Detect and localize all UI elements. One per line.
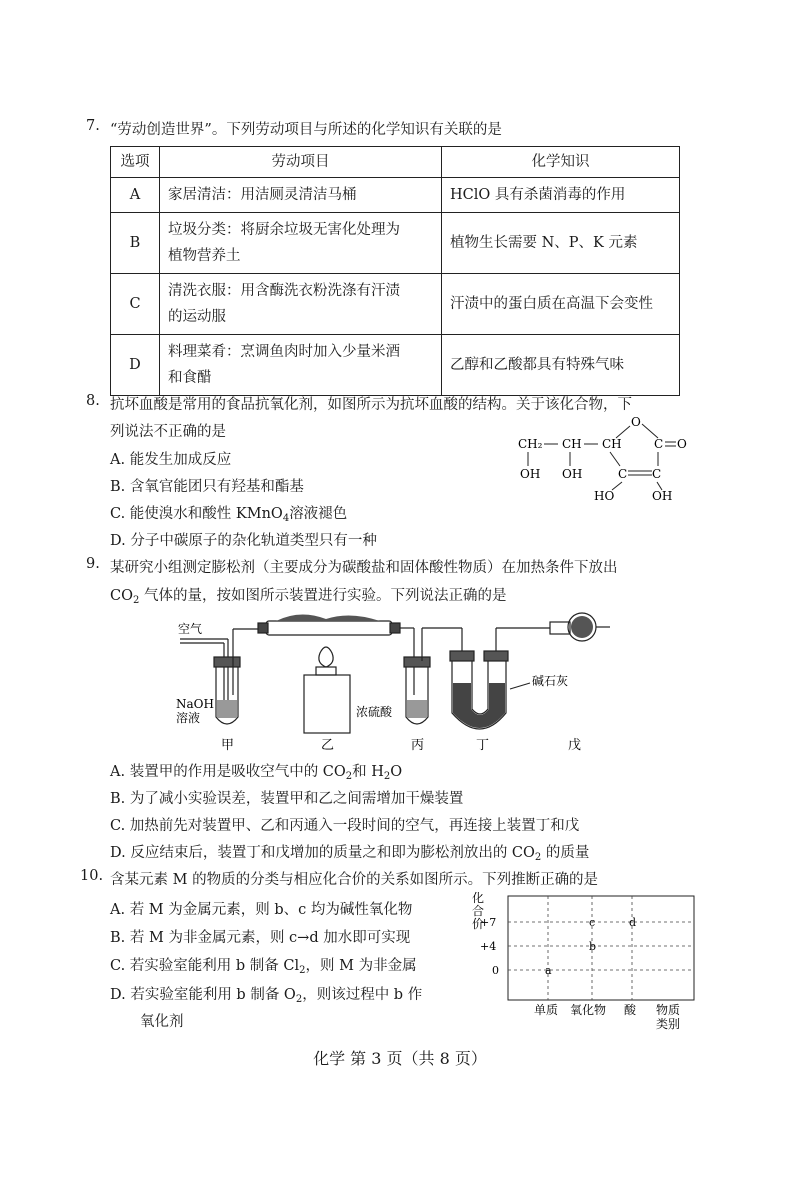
chart-ylabel-2: 合 <box>472 904 485 918</box>
header-labor: 劳动项目 <box>160 147 442 178</box>
xtick-substance: 物质 <box>656 1003 681 1017</box>
struct-c3: C <box>618 467 628 481</box>
q9-option-a-text: A. 装置甲的作用是吸收空气中的 CO <box>110 764 346 780</box>
labor-line: 植物营养土 <box>168 248 241 264</box>
labor-line: 和食醋 <box>168 370 212 386</box>
u-tube-ding-inner <box>472 661 488 714</box>
struct-c4: C <box>652 467 662 481</box>
subscript: 2 <box>534 852 542 863</box>
labor-line: 的运动服 <box>168 309 226 325</box>
labor-line: 料理菜肴：烹调鱼肉时加入少量米酒 <box>168 344 400 360</box>
ytick-4: +4 <box>480 940 497 953</box>
q10-option-c-text2: ，则 M 为非金属 <box>305 958 417 974</box>
q8-option-c <box>110 502 347 523</box>
label-air: 空气 <box>178 622 203 636</box>
q9-option-c: C. 加热前先对装置甲、乙和丙通入一段时间的空气，再连接上装置丁和戊 <box>110 818 580 834</box>
row-option: D <box>111 335 160 396</box>
q9-option-d <box>110 841 589 862</box>
table-row <box>111 178 680 213</box>
point-c: c <box>589 916 596 929</box>
q10-stem: 含某元素 M 的物质的分类与相应化合价的关系如图所示。下列推断正确的是 <box>110 872 599 888</box>
burner-stand <box>304 675 350 733</box>
row-option: B <box>111 213 160 274</box>
point-a: a <box>545 964 552 977</box>
row-option: C <box>111 274 160 335</box>
row-chem: 植物生长需要 N、P、K 元素 <box>442 213 680 274</box>
label-pointer <box>510 683 530 689</box>
chart-frame <box>508 896 694 1000</box>
point-b: b <box>589 940 597 953</box>
ytick-7: +7 <box>480 916 497 929</box>
valence-chart <box>466 888 700 1030</box>
table-row <box>111 335 680 396</box>
q8-stem-line1: 抗坏血酸是常用的食品抗氧化剂，如图所示为抗坏血酸的结构。关于该化合物，下 <box>110 397 632 413</box>
labor-line: 清洗衣服：用含酶洗衣粉洗涤有汗渍 <box>168 283 400 299</box>
q7-stem: “劳动创造世界”。下列劳动项目与所述的化学知识有关联的是 <box>110 122 502 138</box>
label-yi: 乙 <box>321 738 335 753</box>
stopper-jia <box>214 657 240 667</box>
q10-option-d-line2: 氧化剂 <box>140 1014 184 1030</box>
table-header-row <box>111 147 680 178</box>
q9-option-a-text2: 和 H <box>352 764 384 780</box>
struct-ch: CH <box>562 437 582 451</box>
q8-stem-line2: 列说法不正确的是 <box>110 424 226 440</box>
subscript: 2 <box>295 994 303 1005</box>
subscript: 2 <box>383 771 391 782</box>
q9-option-a-text3: O <box>390 764 403 780</box>
q9-stem-text2: 气体的量，按如图所示装置进行实验。下列说法正确的是 <box>139 588 507 604</box>
soda-lime-bulb <box>571 616 593 638</box>
q8-option-d: D. 分子中碳原子的杂化轨道类型只有一种 <box>110 533 377 549</box>
row-chem: 汗渍中的蛋白质在高温下会变性 <box>442 274 680 335</box>
xtick-oxide: 氧化物 <box>570 1003 607 1017</box>
header-chem: 化学知识 <box>442 147 680 178</box>
xlabel-category: 类别 <box>656 1017 681 1030</box>
q8-option-a: A. 能发生加成反应 <box>110 452 232 468</box>
q9-stem-text: CO <box>110 588 133 604</box>
label-jia: 甲 <box>221 738 235 753</box>
q10-option-d <box>110 983 422 1004</box>
row-chem: HClO 具有杀菌消毒的作用 <box>442 178 680 213</box>
ytick-0: 0 <box>492 964 499 977</box>
struct-oh2: OH <box>562 467 583 481</box>
struct-ch-ring: CH <box>602 437 622 451</box>
xtick-element: 单质 <box>534 1003 559 1017</box>
table-row <box>111 213 680 274</box>
drying-tube-wu <box>550 622 570 634</box>
labor-line: 垃圾分类：将厨余垃圾无害化处理为 <box>168 222 400 238</box>
q8-option-b: B. 含氧官能团只有羟基和酯基 <box>110 479 304 495</box>
q9-option-a <box>110 760 402 781</box>
q10-option-d-text: D. 若实验室能利用 b 制备 O <box>110 987 296 1003</box>
row-labor <box>160 213 442 274</box>
q10-option-c <box>110 954 417 975</box>
row-labor <box>160 178 442 213</box>
q10-option-a: A. 若 M 为金属元素，则 b、c 均为碱性氧化物 <box>110 902 413 918</box>
struct-carbonyl-o: O <box>677 437 687 451</box>
heating-tube-yi <box>266 621 392 635</box>
subscript: 4 <box>282 513 290 524</box>
struct-oh3: OH <box>652 489 673 503</box>
q10-number: 10. <box>80 868 104 884</box>
q9-number: 9. <box>86 556 100 572</box>
subscript: 2 <box>299 965 306 976</box>
stopper-yi-left <box>258 623 268 633</box>
xtick-acid: 酸 <box>624 1003 637 1017</box>
chart-ylabel-1: 化 <box>472 891 485 905</box>
row-labor <box>160 274 442 335</box>
ascorbic-acid-structure <box>512 412 712 504</box>
page-footer: 化学 第 3 页（共 8 页） <box>313 1049 487 1068</box>
row-labor <box>160 335 442 396</box>
q8-option-c-text: C. 能使溴水和酸性 KMnO <box>110 506 283 522</box>
q9-stem-line1: 某研究小组测定膨松剂（主要成分为碳酸盐和固体酸性物质）在加热条件下放出 <box>110 560 618 576</box>
stopper-ding-left <box>450 651 474 661</box>
q10-option-c-text: C. 若实验室能利用 b 制备 Cl <box>110 958 300 974</box>
struct-oh1: OH <box>520 467 541 481</box>
label-h2so4: 浓硫酸 <box>356 705 393 719</box>
q9-option-d-text2: 的质量 <box>541 845 590 861</box>
subscript: 2 <box>132 595 140 606</box>
burner-neck <box>316 667 336 675</box>
naoh-liquid <box>217 700 237 718</box>
table-row <box>111 274 680 335</box>
label-soda-lime: 碱石灰 <box>532 674 569 688</box>
struct-ch2: CH₂ <box>518 437 543 451</box>
h2so4-liquid <box>407 700 427 718</box>
q8-number: 8. <box>86 393 100 409</box>
q8-option-c-text2: 溶液褪色 <box>289 506 348 522</box>
stopper-ding-right <box>484 651 508 661</box>
point-d: d <box>629 916 637 929</box>
q10-option-b: B. 若 M 为非金属元素，则 c→d 加水即可实现 <box>110 930 411 946</box>
struct-ring-o: O <box>631 415 641 429</box>
q9-option-d-text: D. 反应结束后，装置丁和戊增加的质量之和即为膨松剂放出的 CO <box>110 845 535 861</box>
subscript: 2 <box>345 771 353 782</box>
q7-table <box>110 146 680 396</box>
labor-line: 家居清洁：用洁厕灵清洁马桶 <box>168 187 357 203</box>
struct-carbonyl-c: C <box>654 437 664 451</box>
sample-powder <box>276 614 380 621</box>
label-naoh: NaOH <box>176 697 214 711</box>
chart-ylabel-3: 价 <box>472 917 485 931</box>
apparatus-diagram <box>170 605 630 755</box>
row-chem: 乙醇和乙酸都具有特殊气味 <box>442 335 680 396</box>
stopper-yi-right <box>390 623 400 633</box>
flame <box>319 647 333 667</box>
stopper-bing <box>404 657 430 667</box>
bond <box>610 452 620 466</box>
row-option: A <box>111 178 160 213</box>
q9-stem-line2 <box>110 584 506 605</box>
header-option: 选项 <box>111 147 160 178</box>
bond <box>642 424 658 438</box>
q10-option-d-text2: ，则该过程中 b 作 <box>302 987 423 1003</box>
label-bing: 丙 <box>411 738 425 753</box>
label-wu: 戊 <box>568 738 582 753</box>
label-ding: 丁 <box>476 738 490 753</box>
struct-ho: HO <box>594 489 615 503</box>
bond <box>616 426 630 438</box>
label-solution: 溶液 <box>176 711 201 725</box>
q7-number: 7. <box>86 118 100 134</box>
q9-option-b: B. 为了减小实验误差，装置甲和乙之间需增加干燥装置 <box>110 791 464 807</box>
